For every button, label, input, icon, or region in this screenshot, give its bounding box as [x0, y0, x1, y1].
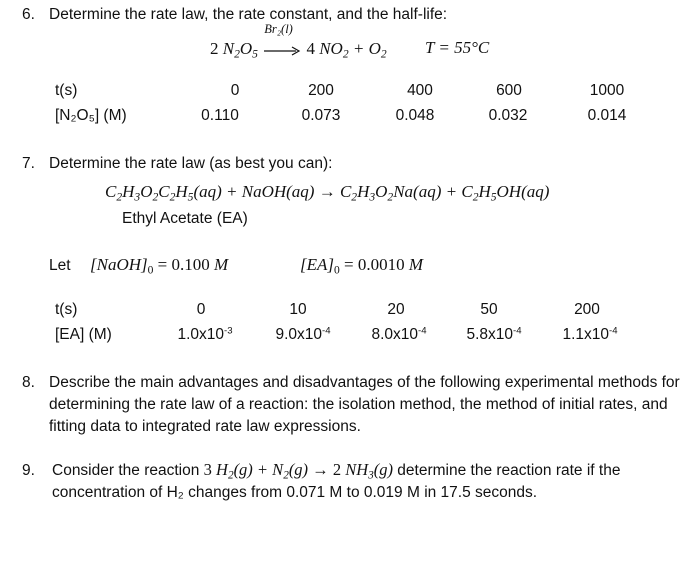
reaction-arrow-icon	[262, 22, 302, 58]
q7-naoh-unit: M	[214, 255, 229, 274]
q7-time-cell: 10	[289, 301, 307, 318]
q7-ea-value: 0.0010	[357, 255, 405, 274]
q7-naoh-initial: $[NaOH]_0 = 0.100$ M	[90, 255, 229, 277]
q7-number: 7.	[22, 155, 35, 172]
q7-time-cell: 0	[196, 301, 206, 318]
q7-reaction-equation: $C_2H_3O_2C_2H_5(aq)$ + NaOH(aq) → $C_2H_3O_2Na(aq) + C_2H_5OH(aq)$	[105, 182, 550, 204]
q7-prompt: Determine the rate law (as best you can):	[49, 155, 333, 172]
q6-conc-cell: 0.110	[201, 107, 239, 124]
q9-tail: determine the reaction rate if the	[397, 462, 621, 479]
q7-conc-cell: $5.8x10^{-4}$	[466, 325, 522, 343]
q6-number: 6.	[22, 6, 35, 23]
q6-time-cell: 200	[308, 82, 334, 99]
q9-lead: Consider the reaction	[52, 462, 200, 479]
q7-row-label-conc: [EA] (M)	[55, 326, 112, 343]
q8-number: 8.	[22, 374, 35, 391]
q6-conc-cell: 0.048	[395, 107, 435, 124]
q7-ea-unit: M	[408, 255, 424, 274]
q7-conc-cell: $1.0x10^{-3}$	[177, 325, 233, 343]
q7-name-caption: Ethyl Acetate (EA)	[122, 210, 248, 227]
q7-let-label: Let	[49, 257, 71, 274]
q6-prompt: Determine the rate law, the rate constant, and the half-life:	[49, 6, 448, 23]
q7-time-cell: 20	[387, 301, 405, 318]
q6-time-cell: 400	[407, 82, 433, 99]
q6-conc-cell: 0.032	[488, 107, 528, 124]
q6-conc-cell: 0.073	[301, 107, 341, 124]
q6-reaction-equation: 2 $N_2O_5$ Br₂(l) 4 $NO_2 + O_2$	[210, 22, 387, 61]
q7-row-label-time: t(s)	[55, 301, 78, 318]
q6-time-cell: 0	[230, 82, 240, 99]
q6-catalyst: Br₂(l)	[264, 22, 293, 36]
q7-time-cell: 200	[574, 301, 600, 318]
q9-line2: concentration of H₂ changes from 0.071 M to 0.019 M in 17.5 seconds.	[52, 484, 538, 501]
q6-temperature: T = 55°C	[425, 38, 490, 57]
q9-reaction-equation: 3 $H_2(g) + N_2(g) \to 2$ $NH_3(g)$	[203, 460, 393, 482]
q7-conc-cell: $1.1x10^{-4}$	[562, 325, 618, 343]
q6-time-cell: 1000	[589, 82, 625, 99]
q7-naoh-value: 0.100	[171, 255, 210, 274]
q6-row-label-time: t(s)	[55, 82, 78, 99]
q7-conc-cell: $9.0x10^{-4}$	[275, 325, 331, 343]
q9-number: 9.	[22, 462, 35, 479]
q6-conc-cell: 0.014	[587, 107, 627, 124]
q8-text: Describe the main advantages and disadvantages of the following experimental methods for determining the rate law of a reaction: the isolation method, the method of initial rates, and fitting data to integrated rate law expressions.	[49, 374, 680, 435]
q6-time-cell: 600	[496, 82, 522, 99]
q6-row-label-conc: [N₂O₅] (M)	[55, 107, 127, 124]
q7-time-cell: 50	[480, 301, 498, 318]
q7-conc-cell: $8.0x10^{-4}$	[371, 325, 427, 343]
q9-line1	[52, 460, 620, 480]
q7-ea-initial: $[EA]_0 = 0.0010$ M	[300, 255, 424, 277]
